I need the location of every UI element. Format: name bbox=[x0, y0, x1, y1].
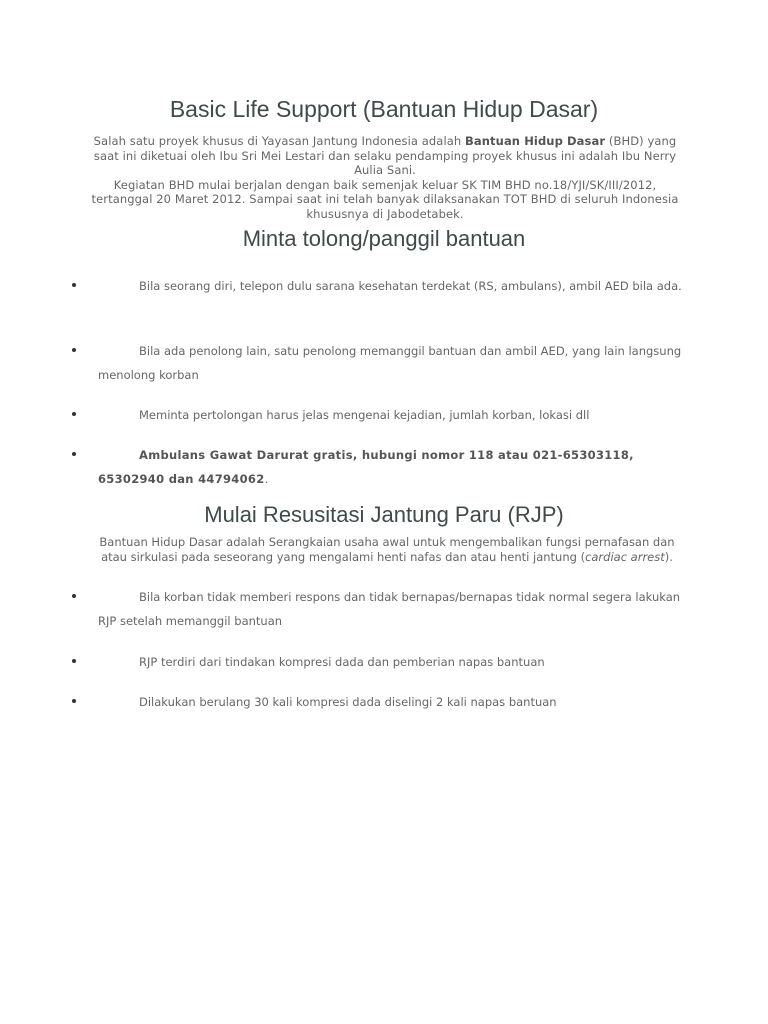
page-title: Basic Life Support (Bantuan Hidup Dasar) bbox=[169, 96, 599, 122]
intro-paragraph bbox=[90, 134, 680, 221]
intro-line-2: Kegiatan BHD mulai berjalan dengan baik semenjak keluar SK TIM BHD no.18/YJI/SK/III/2012, tertanggal 20 Maret 2012. Sampai saat ini telah banyak dilaksanakan TOT BHD di seluruh Indonesia khususnya di Jabodetabek. bbox=[91, 177, 679, 221]
intro-bold-term: Bantuan Hidup Dasar bbox=[465, 134, 606, 148]
rjp-paragraph: Bantuan Hidup Dasar adalah Serangkaian usaha awal untuk mengembalikan fungsi pernafasan dan atau sirkulasi pada seseorang yang mengalami henti nafas dan atau henti jantung (cardiac arrest). bbox=[99, 535, 675, 564]
intro-line-1: Salah satu proyek khusus di Yayasan Jantung Indonesia adalah Bantuan Hidup Dasar (BHD) yang saat ini diketuai oleh Ibu Sri Mei Lestari dan selaku pendamping proyek khusus ini adalah Ibu Nerry Aulia Sani. bbox=[93, 134, 677, 177]
list-item: RJP terdiri dari tindakan kompresi dada dan pemberian napas bantuan bbox=[72, 650, 682, 674]
emergency-number-text: Ambulans Gawat Darurat gratis, hubungi nomor 118 atau 021-65303118, 65302940 dan 44794062 bbox=[98, 448, 634, 486]
list-item: Bila seorang diri, telepon dulu sarana kesehatan terdekat (RS, ambulans), ambil AED bila ada. bbox=[72, 274, 682, 298]
bullet-dot bbox=[72, 412, 76, 416]
list-item: Bila ada penolong lain, satu penolong memanggil bantuan dan ambil AED, yang lain langsung menolong korban bbox=[72, 339, 682, 387]
bullet-dot bbox=[72, 452, 76, 456]
list-item: Ambulans Gawat Darurat gratis, hubungi nomor 118 atau 021-65303118, 65302940 dan 44794062. bbox=[72, 443, 682, 491]
section-heading-rjp: Mulai Resusitasi Jantung Paru (RJP) bbox=[204, 502, 564, 527]
bullet-dot bbox=[72, 283, 76, 287]
list-item: Dilakukan berulang 30 kali kompresi dada diselingi 2 kali napas bantuan bbox=[72, 690, 682, 714]
bullet-dot bbox=[72, 348, 76, 352]
bullet-dot bbox=[72, 659, 76, 663]
section-heading-minta-tolong: Minta tolong/panggil bantuan bbox=[242, 226, 526, 251]
cardiac-arrest-term: cardiac arrest bbox=[585, 549, 665, 564]
bullet-dot bbox=[72, 699, 76, 703]
list-item: Bila korban tidak memberi respons dan tidak bernapas/bernapas tidak normal segera lakukan RJP setelah memanggil bantuan bbox=[72, 585, 682, 633]
list-item: Meminta pertolongan harus jelas mengenai kejadian, jumlah korban, lokasi dll bbox=[72, 403, 682, 427]
bullet-dot bbox=[72, 594, 76, 598]
